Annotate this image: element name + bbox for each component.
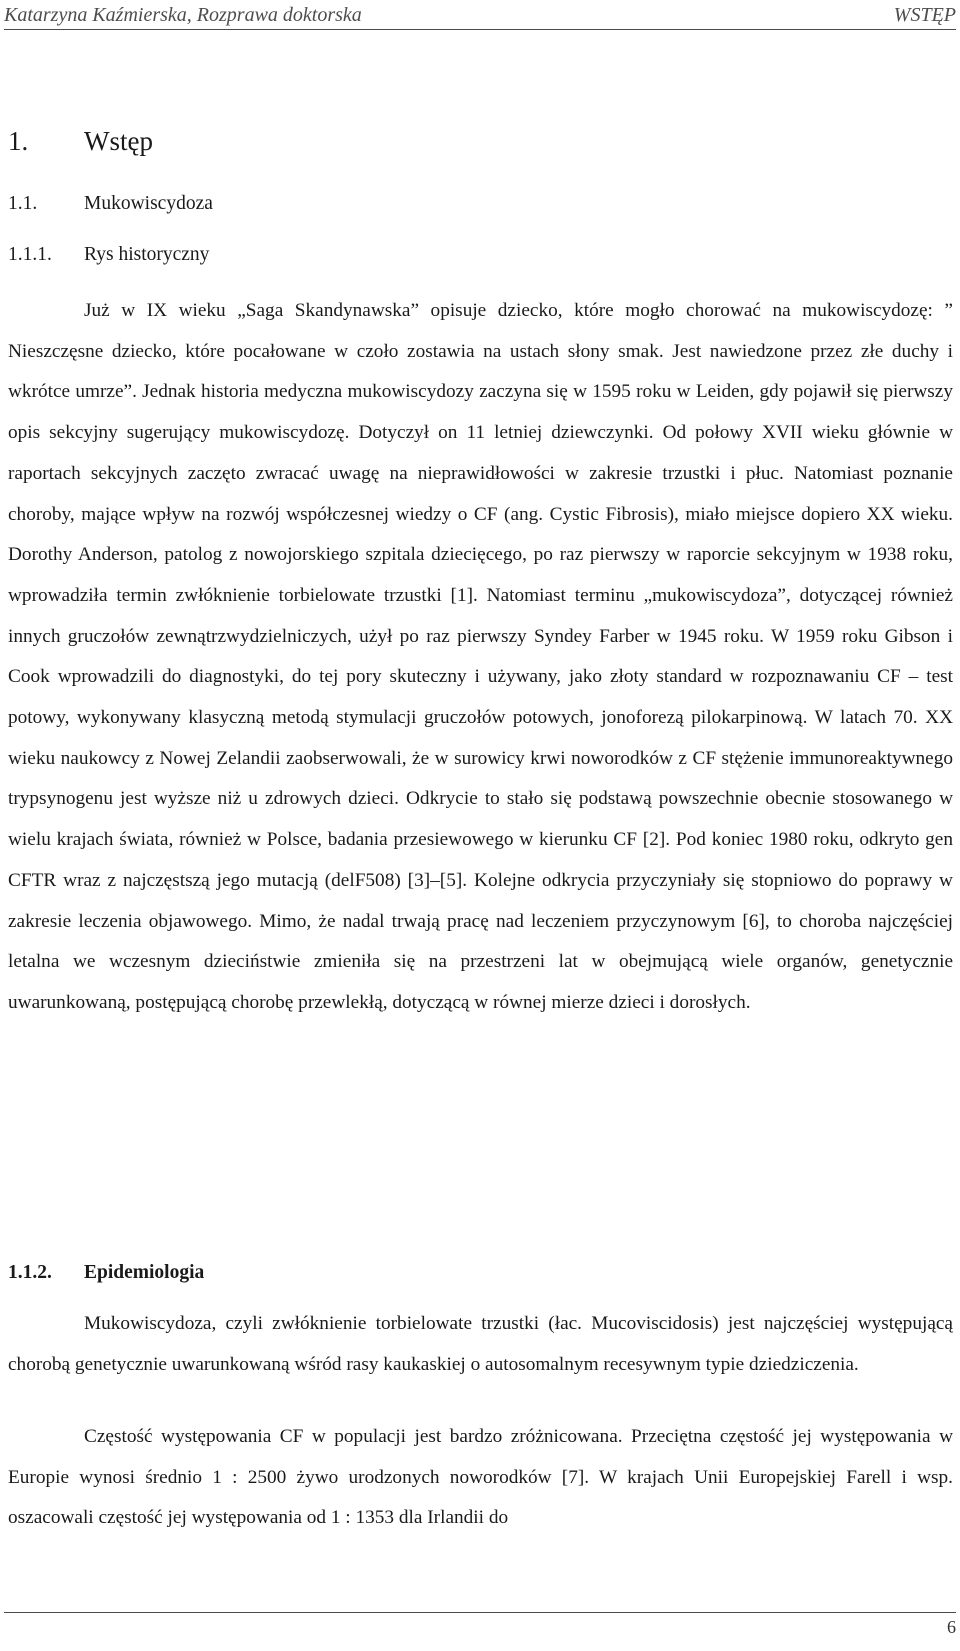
subsection-title: Epidemiologia xyxy=(84,1262,205,1283)
subsection-heading-epidemiology xyxy=(8,1262,204,1284)
header-author-title: Katarzyna Kaźmierska, Rozprawa doktorska xyxy=(4,4,362,26)
paragraph: Mukowiscydoza, czyli zwłóknienie torbielowate trzustki (łac. Mucoviscidosis) jest najczęściej występującą chorobą genetycznie uwarunkowaną wśród rasy kaukaskiej o autosomalnym recesywnym typie dziedziczenia. xyxy=(8,1313,953,1375)
subsection-title: Rys historyczny xyxy=(84,244,210,265)
chapter-title: Wstęp xyxy=(84,126,153,156)
epidemiology-text-2 xyxy=(8,1417,953,1539)
paragraph: Częstość występowania CF w populacji jest bardzo zróżnicowana. Przeciętna częstość jej występowania w Europie wynosi średnio 1 : 2500 żywo urodzonych noworodków [7]. W krajach Unii Europejskiej Farell i wsp. oszacowali częstość jej występowania od 1 : 1353 dla Irlandii do xyxy=(8,1426,953,1529)
section-number: 1.1. xyxy=(8,193,38,214)
subsection-number: 1.1.1. xyxy=(8,244,52,265)
subsection-number: 1.1.2. xyxy=(8,1262,52,1283)
section-heading xyxy=(8,193,213,215)
page-number: 6 xyxy=(947,1617,956,1637)
paragraph: Już w IX wieku „Saga Skandynawska” opisuje dziecko, które mogło chorować na mukowiscydozę: ” Nieszczęsne dziecko, które pocałowane w czoło zostawia na ustach słony smak. Jest nawiedzone przez złe duchy i wkrótce umrze”. Jednak historia medyczna mukowiscydozy zaczyna się w 1595 roku w Leiden, gdy pojawił się pierwszy opis sekcyjny sugerujący mukowiscydozę. Dotyczył on 11 letniej dziewczynki. Od połowy XVII wieku głównie w raportach sekcyjnych zaczęto zwracać uwagę na nieprawidłowości w zakresie trzustki i płuc. Natomiast poznanie choroby, mające wpływ na rozwój współczesnej wiedzy o CF (ang. Cystic Fibrosis), miało miejsce dopiero XX wieku. Dorothy Anderson, patolog z nowojorskiego szpitala dziecięcego, po raz pierwszy w raporcie sekcyjnym w 1938 roku, wprowadziła termin zwłóknienie torbielowate trzustki [1]. Natomiast terminu „mukowiscydoza”, dotyczącej również innych gruczołów zewnątrzwydzielniczych, użył po raz pierwszy Syndey Farber w 1945 roku. W 1959 roku Gibson i Cook wprowadzili do diagnostyki, do tej pory skuteczny i używany, jako złoty standard w rozpoznawaniu CF – test potowy, wykonywany klasyczną metodą stymulacji gruczołów potowych, jonoforezą pilokarpinową. W latach 70. XX wieku naukowcy z Nowej Zelandii zaobserwowali, że w surowicy krwi noworodków z CF stężenie immunoreaktywnego trypsynogenu jest wyższe niż u zdrowych dzieci. Odkrycie to stało się podstawą powszechnie obecnie stosowanego w wielu krajach świata, również w Polsce, badania przesiewowego w kierunku CF [2]. Pod koniec 1980 roku, odkryto gen CFTR wraz z najczęstszą jego mutacją (delF508) [3]–[5]. Kolejne odkrycia przyczyniały się stopniowo do poprawy w zakresie leczenia objawowego. Mimo, że nadal trwają pracę nad leczeniem przyczynowym [6], to choroba najczęściej letalna we wczesnym dzieciństwie zmieniła się na przestrzeni lat w obejmującą wiele organów, genetycznie uwarunkowaną, postępującą chorobę przewlekłą, dotyczącą w równej mierze dzieci i dorosłych. xyxy=(8,300,953,1013)
header-section: WSTĘP xyxy=(893,4,956,26)
section-title: Mukowiscydoza xyxy=(84,193,213,214)
running-header xyxy=(4,2,956,30)
page-footer xyxy=(4,1612,956,1638)
chapter-heading xyxy=(8,126,153,157)
subsection-heading-history xyxy=(8,244,209,266)
history-text xyxy=(8,291,953,1024)
epidemiology-text-1 xyxy=(8,1304,953,1385)
chapter-number: 1. xyxy=(8,126,29,156)
